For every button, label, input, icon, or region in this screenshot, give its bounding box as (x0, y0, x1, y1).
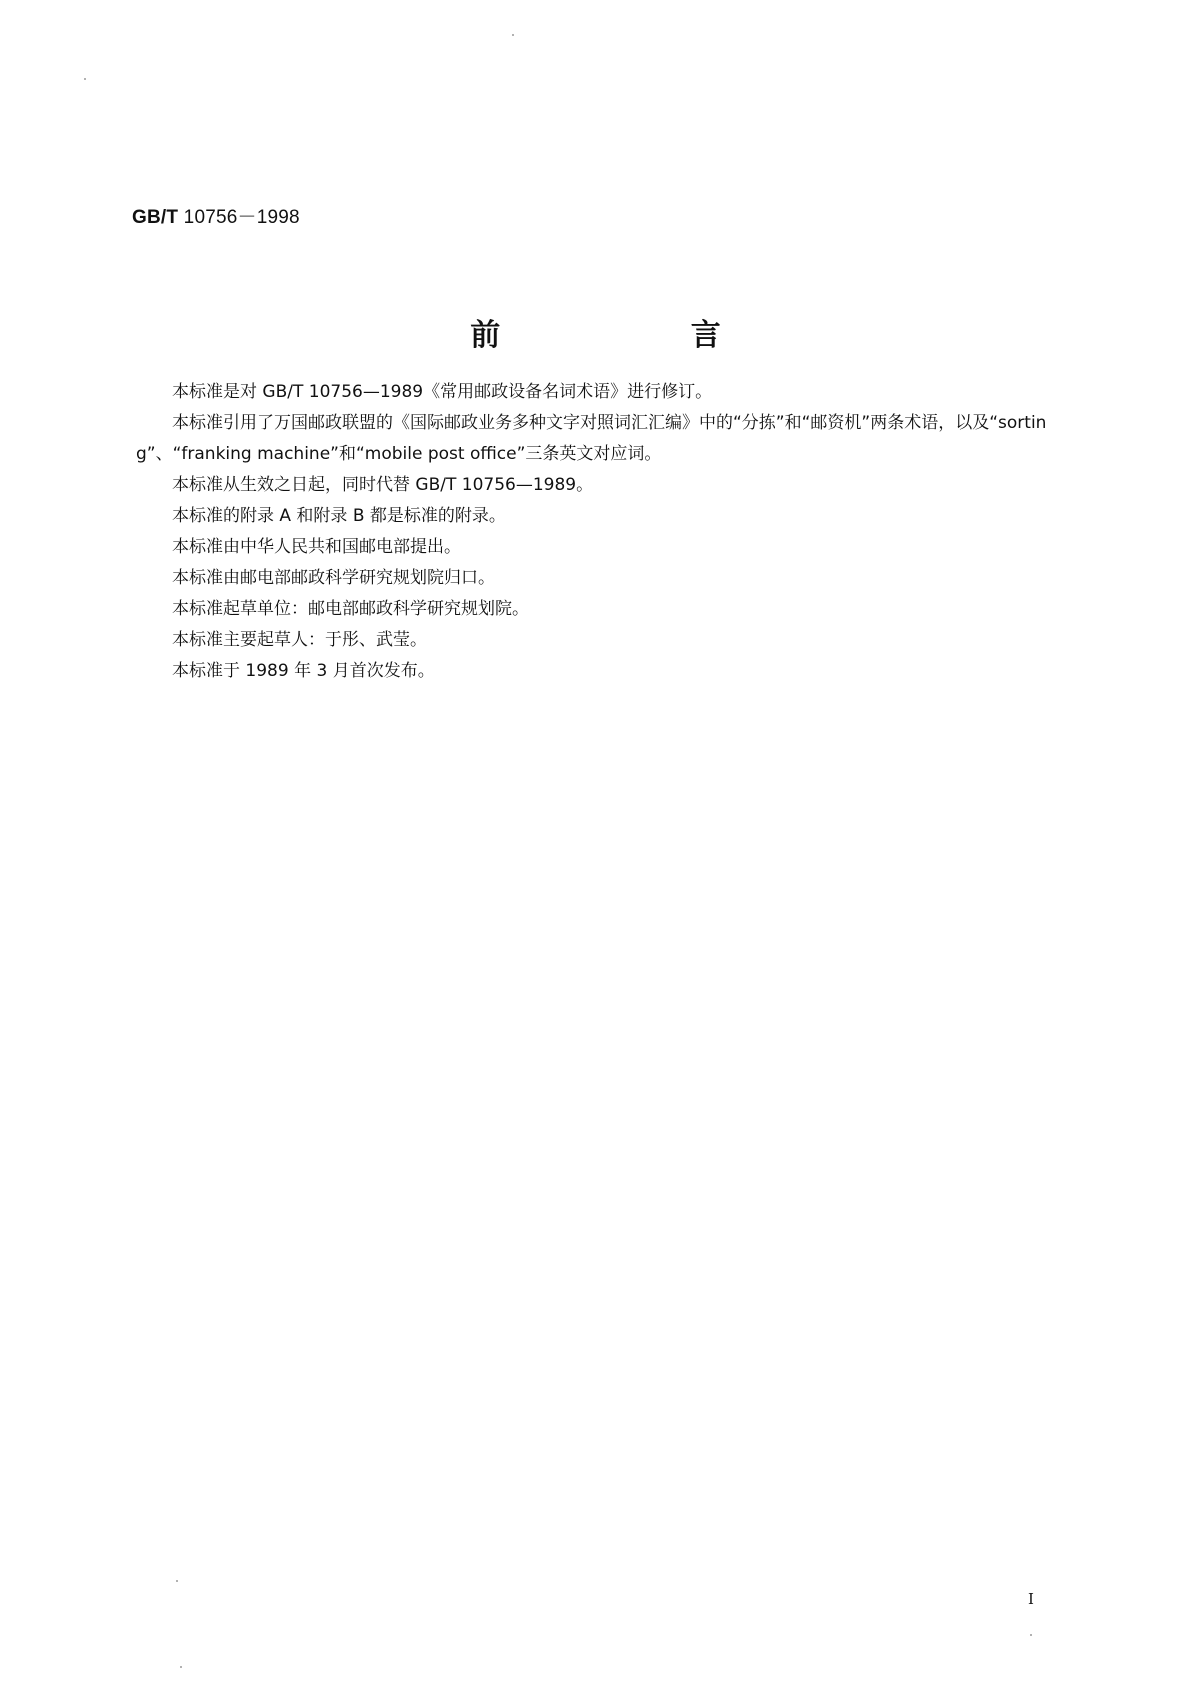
scan-speck (1030, 1634, 1032, 1636)
paragraph-supersedes: 本标准从生效之日起，同时代替 GB/T 10756—1989。 (172, 475, 594, 495)
scan-speck (180, 1666, 182, 1668)
paragraph-first-issue: 本标准于 1989 年 3 月首次发布。 (172, 661, 435, 681)
paragraph-references: 本标准引用了万国邮政联盟的《国际邮政业务多种文字对照词汇汇编》中的“分拣”和“邮资机”两条术语，以及“sorting”、“franking machine”和“mobile post office”三条英文对应词。 (136, 413, 1047, 464)
scan-speck (84, 78, 86, 80)
standard-prefix: GB/T (132, 207, 179, 228)
page-number: I (1028, 1590, 1034, 1608)
paragraph-responsible-unit: 本标准由邮电部邮政科学研究规划院归口。 (172, 568, 495, 588)
foreword-body (136, 377, 1076, 687)
paragraph-drafting-unit: 本标准起草单位：邮电部邮政科学研究规划院。 (172, 599, 529, 619)
page-title: 前 言 (470, 318, 811, 353)
standard-code (132, 202, 300, 229)
scan-speck (512, 34, 514, 36)
scan-speck (176, 1580, 178, 1582)
paragraph-annexes: 本标准的附录 A 和附录 B 都是标准的附录。 (172, 506, 506, 526)
standard-number: 10756－1998 (183, 207, 300, 228)
paragraph-revision: 本标准是对 GB/T 10756—1989《常用邮政设备名词术语》进行修订。 (172, 382, 713, 402)
paragraph-drafters: 本标准主要起草人：于彤、武莹。 (172, 630, 427, 650)
paragraph-proposer: 本标准由中华人民共和国邮电部提出。 (172, 537, 461, 557)
